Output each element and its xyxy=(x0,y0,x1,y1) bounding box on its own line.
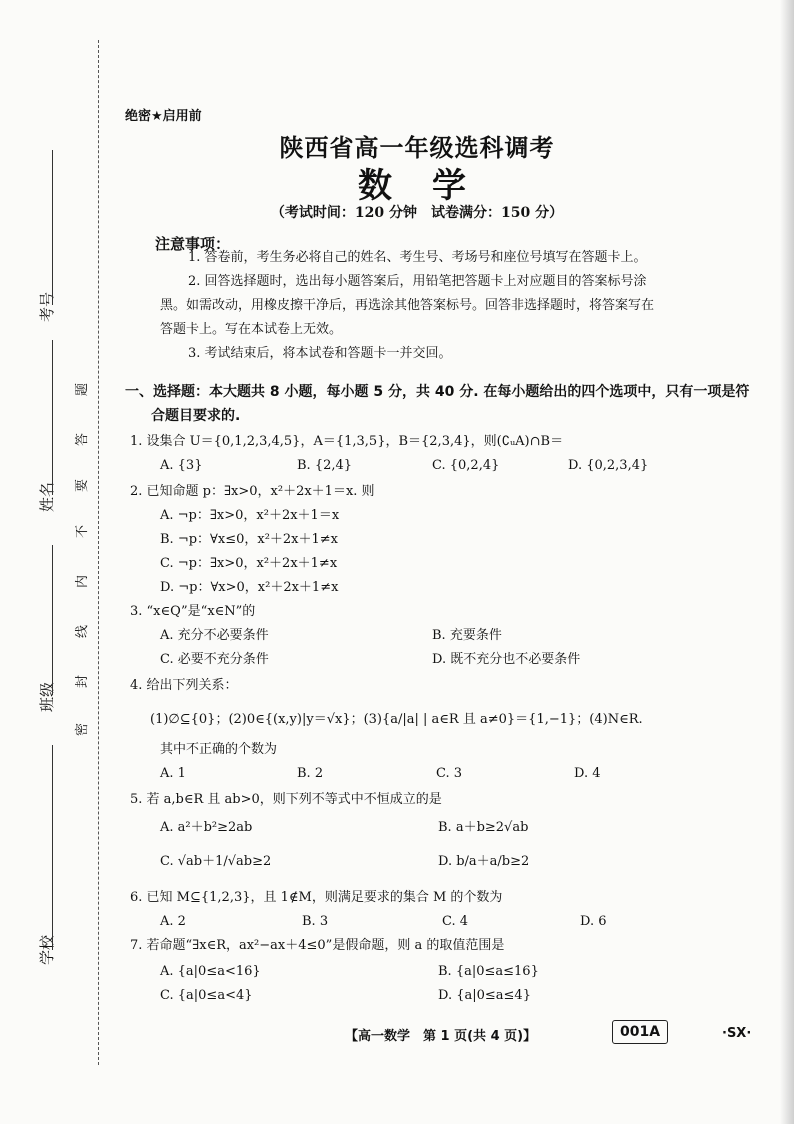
question-stem-7: 7. 若命题“∃x∈R，ax²−ax＋4≤0”是假命题，则 a 的取值范围是 xyxy=(130,938,505,953)
question-stem-3: 3. “x∈Q”是“x∈N”的 xyxy=(130,604,256,619)
option-7a: A. {a|0≤a<16} xyxy=(160,964,261,979)
exam-title: 陕西省高一年级选科调考 xyxy=(279,133,555,162)
section-title xyxy=(125,380,750,428)
section-title-cont: 合题目要求的. xyxy=(151,408,241,424)
question-stem-1: 1. 设集合 U＝{0,1,2,3,4,5}，A＝{1,3,5}，B＝{2,3,4}，则(∁ᵤA)∩B＝ xyxy=(130,434,564,449)
question-stem-6: 6. 已知 M⊆{1,2,3}，且 1∉M，则满足要求的集合 M 的个数为 xyxy=(130,890,503,905)
notice-text: 答题卡上。写在本试卷上无效。 xyxy=(160,322,343,337)
option-3b: B. 充要条件 xyxy=(432,628,502,643)
option-1d: D. {0,2,3,4} xyxy=(568,458,649,473)
option-2a: A. ¬p：∃x>0，x²＋2x＋1＝x xyxy=(160,508,340,523)
option-5d: D. b/a＋a/b≥2 xyxy=(438,854,530,869)
option-7b: B. {a|0≤a≤16} xyxy=(438,964,539,979)
notice-item-1 xyxy=(160,246,740,270)
notice-item-2 xyxy=(160,270,740,294)
margin-label-class: 班级 xyxy=(38,681,56,712)
section-title-line: 一、选择题：本大题共 8 小题，每小题 5 分，共 40 分. 在每小题给出的四个选项中，只有一项是符 xyxy=(125,384,750,400)
option-3a: A. 充分不必要条件 xyxy=(160,628,269,643)
question-stem-2: 2. 已知命题 p：∃x>0，x²＋2x＋1＝x. 则 xyxy=(130,484,375,499)
notice-text: 黑。如需改动，用橡皮擦干净后，再选涂其他答案标号。回答非选择题时，将答案写在 xyxy=(160,298,655,313)
notice-text: 2. 回答选择题时，选出每小题答案后，用铅笔把答题卡上对应题目的答案标号涂 xyxy=(188,274,647,289)
margin-fill-line-school xyxy=(52,745,53,950)
option-2b: B. ¬p：∀x≤0，x²＋2x＋1≠x xyxy=(160,532,339,547)
seal-char: 线 xyxy=(75,624,91,639)
option-1c: C. {0,2,4} xyxy=(432,458,500,473)
scan-edge-shadow xyxy=(780,0,794,1124)
seal-char: 题 xyxy=(75,382,91,397)
seal-char: 答 xyxy=(75,432,91,447)
subject-title: 数学 xyxy=(358,166,506,206)
margin-label-exam-number: 考号 xyxy=(38,291,56,322)
seal-char: 要 xyxy=(75,478,91,493)
option-1a: A. {3} xyxy=(160,458,203,473)
option-2c: C. ¬p：∃x>0，x²＋2x＋1≠x xyxy=(160,556,338,571)
option-6c: C. 4 xyxy=(442,914,469,929)
notice-item-3 xyxy=(160,342,740,366)
option-3d: D. 既不充分也不必要条件 xyxy=(432,652,581,667)
question-stem-4: 4. 给出下列关系： xyxy=(130,678,238,693)
option-6d: D. 6 xyxy=(580,914,607,929)
seal-char: 封 xyxy=(75,674,91,689)
option-2d: D. ¬p：∀x>0，x²＋2x＋1≠x xyxy=(160,580,339,595)
option-4c: C. 3 xyxy=(436,766,463,781)
seal-char: 不 xyxy=(75,524,91,539)
option-1b: B. {2,4} xyxy=(297,458,353,473)
seal-char: 密 xyxy=(75,722,91,737)
page-footer: 【高一数学 第 1 页(共 4 页)】 xyxy=(345,1029,537,1044)
option-4d: D. 4 xyxy=(574,766,601,781)
option-7d: D. {a|0≤a≤4} xyxy=(438,988,531,1003)
seal-char: 内 xyxy=(75,574,91,589)
paper-code-badge: 001A xyxy=(612,1020,668,1044)
notice-item-2-cont2 xyxy=(160,318,740,342)
margin-label-name: 姓名 xyxy=(38,481,56,512)
option-6b: B. 3 xyxy=(302,914,329,929)
margin-fill-line-name xyxy=(52,340,53,495)
exam-info: （考试时间：120 分钟 试卷满分：150 分） xyxy=(270,205,564,221)
option-4b: B. 2 xyxy=(297,766,324,781)
notice-text: 3. 考试结束后，将本试卷和答题卡一并交回。 xyxy=(188,346,452,361)
notice-item-2-cont xyxy=(160,294,740,318)
option-5c: C. √ab＋1/√ab≥2 xyxy=(160,854,272,869)
option-6a: A. 2 xyxy=(160,914,186,929)
confidential-mark: 绝密★启用前 xyxy=(125,109,202,124)
question-4-prompt: 其中不正确的个数为 xyxy=(160,742,278,757)
question-stem-5: 5. 若 a,b∈R 且 ab>0，则下列不等式中不恒成立的是 xyxy=(130,792,442,807)
option-4a: A. 1 xyxy=(160,766,186,781)
option-5b: B. a＋b≥2√ab xyxy=(438,820,529,835)
option-7c: C. {a|0≤a<4} xyxy=(160,988,253,1003)
notice-text: 1. 答卷前，考生务必将自己的姓名、考生号、考场号和座位号填写在答题卡上。 xyxy=(188,250,647,265)
option-5a: A. a²＋b²≥2ab xyxy=(160,820,253,835)
margin-fill-line-class xyxy=(52,545,53,695)
notice-title: 注意事项： xyxy=(155,235,231,253)
margin-label-school: 学校 xyxy=(38,934,56,965)
option-3c: C. 必要不充分条件 xyxy=(160,652,269,667)
subject-tag: ·SX· xyxy=(722,1026,752,1041)
question-4-relations: (1)∅⊆{0}；(2)0∈{(x,y)|y＝√x}；(3){a/|a| | a∈R 且 a≠0}＝{1,−1}；(4)N∈R. xyxy=(150,712,643,727)
